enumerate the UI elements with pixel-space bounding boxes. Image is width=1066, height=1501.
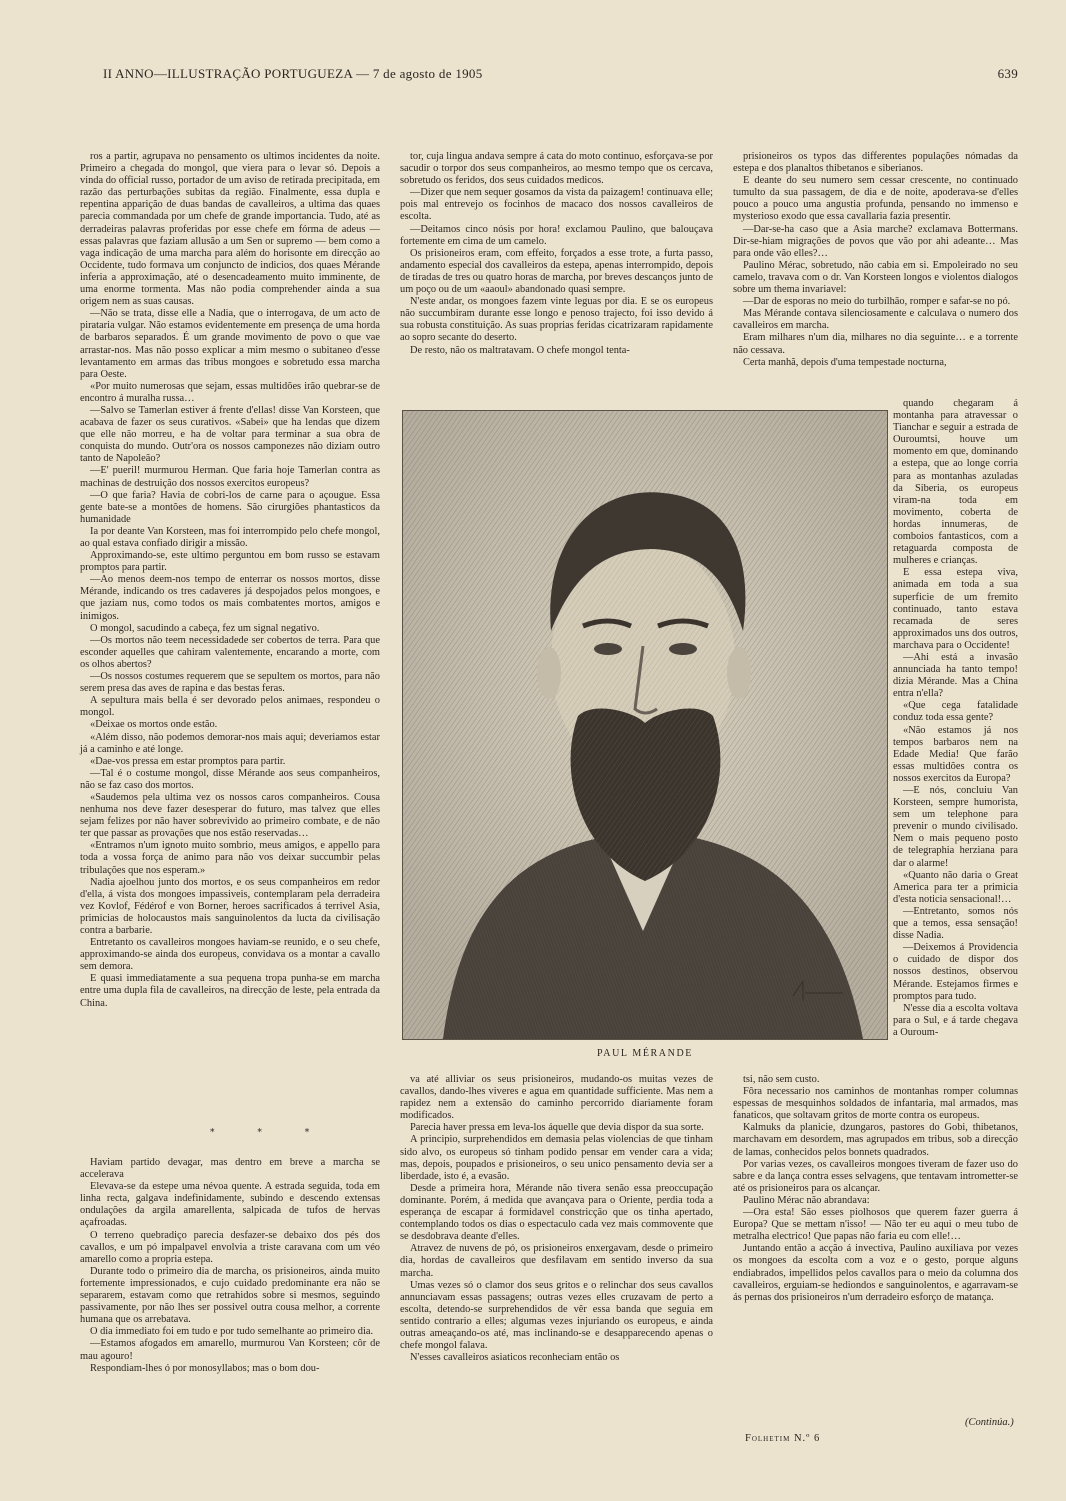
paragraph: tor, cuja lingua andava sempre á cata do moto continuo, esforçava-se por sacudir o torpor dos seus companheiros, ao mesmo tempo que os cercava, sobretudo os feridos, dos seus cuidados medicos.: [400, 151, 713, 187]
paragraph: —Tal é o costume mongol, disse Mérande aos seus companheiros, não se faz caso dos mortos.: [80, 767, 380, 791]
paragraph: Mas Mérande contava silenciosamente e calculava o numero dos cavalleiros em marcha.: [733, 308, 1018, 332]
paragraph: —Ahi está a invasão annunciada ha tanto tempo! dizia Mérande. Mas a China entra n'ella?: [893, 651, 1018, 700]
paragraph: Durante todo o primeiro dia de marcha, os prisioneiros, ainda muito fortemente impressionados, e cujo cuidado predominante era não se separarem, estavam como que retrahidos sobre si mesmos, seguindo passivamente, por não lhes ser possivel outra cousa melhor, a corrente humana que os arrebatava.: [80, 1265, 380, 1326]
paragraph: Certa manhã, depois d'uma tempestade nocturna,: [743, 356, 947, 368]
paragraph: —Ora esta! São esses piolhosos que querem fazer guerra á Europa? Que se mettam n'isso! — Não ter eu aqui o meu tubo de metralha electrico! Que papas não faria eu com elle!…: [733, 1207, 1018, 1243]
paragraph: Approximando-se, este ultimo perguntou em bom russo se estavam promptos para partir.: [80, 550, 380, 574]
paragraph: —Entretanto, somos nós que a temos, essa sensação! disse Nadia.: [893, 905, 1018, 942]
column-3-top: [733, 151, 1018, 369]
paragraph: Eram milhares n'um dia, milhares no dia seguinte… e a torrente não cessava.: [733, 332, 1018, 356]
column-3-narrow: [893, 398, 1018, 1039]
portrait-engraving: [402, 410, 888, 1040]
paragraph: «Saudemos pela ultima vez os nossos caros companheiros. Cousa nenhuma nos deve fazer desesperar do futuro, mas talvez que elles sejam felizes por não haver sobrevivido ao primeiro combate, e de não ter que passar as provações que nos estão reservadas…: [80, 791, 380, 840]
column-2-top: [400, 151, 713, 357]
paragraph: N'esses cavalleiros asiaticos reconheciam então os: [410, 1352, 620, 1364]
running-title: II ANNO—ILLUSTRAÇÃO PORTUGUEZA — 7 de agosto de 1905: [103, 66, 483, 81]
paragraph: —Os nossos costumes requerem que se sepultem os mortos, para não serem presa das aves de rapina e das bestas feras.: [80, 671, 380, 695]
paragraph: —E nós, concluiu Van Korsteen, sempre humorista, sem um telephone para prevenir o mundo civilisado. Nem o mais pequeno posto de telegraphia herziana para dar o alarme!: [893, 785, 1018, 869]
paragraph: Haviam partido devagar, mas dentro em breve a marcha se accelerava: [80, 1157, 380, 1181]
paragraph: Os prisioneiros eram, com effeito, forçados a esse trote, a furta passo, andamento especial dos cavalleiros da estepa, apenas interrompido, depois de tiradas de tres ou quatro horas de marcha, por breves descanços junto de um poço ou de um «aaoul» abandonado quasi sempre.: [400, 247, 713, 296]
paragraph: «Que cega fatalidade conduz toda essa gente?: [893, 700, 1018, 724]
paragraph: Paulino Mérac não abrandava:: [743, 1194, 870, 1206]
paragraph: —Dizer que nem sequer gosamos da vista da paizagem! continuava elle; pois mal entrevejo os focinhos de macaco dos nossos cavalleiros de escolta.: [400, 187, 713, 223]
paragraph: «Não estamos já nos tempos barbaros nem na Edade Media! Que farão essas multidões contra os nossos exercitos da Europa?: [893, 724, 1018, 784]
portrait-caption: PAUL MÉRANDE: [597, 1048, 693, 1059]
section-divider: * * *: [210, 1128, 330, 1138]
running-header: [103, 66, 1018, 84]
paragraph: O terreno quebradiço parecia desfazer-se debaixo dos pés dos cavallos, e um pó impalpavel envolvia a triste caravana com um véo amarello como a propria estepa.: [80, 1229, 380, 1265]
paragraph: quando chegaram á montanha para atravessar o Tianchar e seguir a estrada de Ouroumtsi, houve um momento em que, dominando a estepa, que ao longe corria para as montanhas azuladas da Siberia, os europeus viram-na toda em movimento, coberta de hordas innumeras, de comboios fantasticos, com a retaguarda composta de mulheres e crianças.: [893, 398, 1018, 567]
portrait-illustration: [403, 411, 887, 1039]
paragraph: A principio, surprehendidos em demasia pelas violencias de que tinham sido alvo, os europeus só tinham podido pensar em vender cara a vida; mas, depois, poupados e prisioneiros, o seu unico pensamento devia ser a liberdade, isto é, a evasão.: [400, 1134, 713, 1182]
paragraph: Respondiam-lhes ó por monosyllabos; mas o bom dou-: [90, 1362, 320, 1374]
paragraph: «Por muito numerosas que sejam, essas multidões irão quebrar-se de encontro á muralha russa…: [80, 380, 380, 404]
paragraph: —Deixemos á Providencia o cuidado de dispor dos nossos destinos, observou Mérande. Estejamos firmes e promptos para tudo.: [893, 942, 1018, 1002]
paragraph: Nadia ajoelhou junto dos mortos, e os seus companheiros em redor d'ella, á vista dos mongoes impassiveis, contemplaram pela derradeira vez Kovlof, Fédérof e von Borner, heroes sacrificados á terrivel Asia, primicias de holocaustos mais sanguinolentos da lucta da civilisação contra a barbarie.: [80, 876, 380, 936]
paragraph: «Dae-vos pressa em estar promptos para partir.: [90, 755, 286, 767]
paragraph: O dia immediato foi em tudo e por tudo semelhante ao primeiro dia.: [90, 1326, 374, 1338]
folhetim-label: Folhetim N.º 6: [745, 1433, 821, 1444]
paragraph: N'este andar, os mongoes fazem vinte leguas por dia. E se os europeus não succumbiram durante esse longo e penoso trajecto, foi isso devido á sua robusta constituição. As suas proprias feridas cicatrizaram rapidamente ao sopro secante do deserto.: [400, 296, 713, 344]
column-1-bottom: [80, 1157, 380, 1375]
paragraph: —Deitamos cinco nósis por hora! exclamou Paulino, que balouçava fortemente em cima de um camelo.: [400, 223, 713, 247]
paragraph: va até alliviar os seus prisioneiros, mudando-os muitas vezes de cavallos, dando-lhes viveres e agua em quantidade sufficiente. Mas nem a rapidez nem a extensão do caminho percorrido diariamente foram modificados.: [400, 1074, 713, 1122]
paragraph: Desde a primeira hora, Mérande não tivera senão essa preoccupação dominante. Porém, á medida que avançava para o Oriente, perdia toda a esperança de escapar á formidavel constricção que os tinha apertado, contemplando todos os dias o espectaculo cada vez mais commovente que se desdobrava deante d'elles.: [400, 1182, 713, 1243]
paragraph: —Os mortos não teem necessidadede ser cobertos de terra. Para que esconder aquelles que cahiram valentemente, encarando a morte, com os olhos abertos?: [80, 634, 380, 670]
paragraph: prisioneiros os typos das differentes populações nómadas da estepa e dos planaltos thibetanos e siberianos.: [733, 151, 1018, 175]
paragraph: Juntando então a acção á invectiva, Paulino auxiliava por vezes os mongoes da escolta com a voz e o gesto, porque alguns endiabrados, impellidos pelos cavallos para o meio da columna dos cavalleiros, erguiam-se hediondos e sanguinolentos, e agarravam-se ás pernas dos prisioneiros n'um derradeiro esforço de matança.: [733, 1243, 1018, 1303]
continua-note: (Continúa.): [965, 1417, 1014, 1428]
paragraph: E essa estepa viva, animada em toda a sua superficie de um fremito continuado, tanto estava recamada de seres approximados uns dos outros, marchava para o Occidente!: [893, 567, 1018, 651]
column-3-bottom: [733, 1074, 1018, 1304]
paragraph: «Entramos n'um ignoto muito sombrio, meus amigos, e appello para toda a vossa força de animo para não vos deixar succumbir pelas tribulações que nos esperam.»: [80, 840, 380, 876]
paragraph: E deante do seu numero sem cessar crescente, no continuado tumulto da sua passagem, de dia e de noite, apoderava-se d'elles pouco a pouco uma angustia profunda, pensando no immenso e mysterioso exodo que essa cavallaria fazia presentir.: [733, 175, 1018, 223]
paragraph: De resto, não os maltratavam. O chefe mongol tenta-: [410, 344, 630, 356]
paragraph: —O que faria? Havia de cobri-los de carne para o açougue. Essa gente bate-se a montões de homens. São cirurgiões phantasticos da humanidade: [80, 489, 380, 525]
column-2-bottom: [400, 1074, 713, 1364]
paragraph: —Estamos afogados em amarello, murmurou Van Korsteen; côr de mau agouro!: [80, 1338, 380, 1362]
paragraph: —Dar-se-ha caso que a Asia marche? exclamava Bottermans. Dir-se-hiam migrações de povos que vão por ahi adeante… Mas para onde vão elles?…: [733, 223, 1018, 259]
paragraph: N'esse dia a escolta voltava para o Sul, e á tarde chegava a Ouroum-: [893, 1002, 1018, 1038]
paragraph: tsi, não sem custo.: [743, 1074, 820, 1085]
paragraph: O mongol, sacudindo a cabeça, fez um signal negativo.: [90, 622, 320, 634]
paragraph: Umas vezes só o clamor dos seus gritos e o relinchar dos seus cavallos annunciavam essas passagens; outras vezes elles cruzavam de perto a escolta, detendo-se surprehendidos de vêr essa banda que seguia em sentido contrario a elles; algumas vezes injuriando os europeus, e ainda outras ameaçando-os até, mas inclinando-se e desapparecendo apenas o chefe mongol falava.: [400, 1279, 713, 1352]
paragraph: —E' pueril! murmurou Herman. Que faria hoje Tamerlan contra as machinas de destruição dos nossos exercitos europeus?: [80, 465, 380, 489]
paragraph: —Dar de esporas no meio do turbilhão, romper e safar-se no pó.: [743, 296, 1011, 308]
paragraph: —Salvo se Tamerlan estiver á frente d'ellas! disse Van Korsteen, que acabava de fazer os seus curativos. «Sabei» que ha lendas que dizem que elle não morreu, e ha de voltar para terminar a sua obra de conquista do mundo. Outr'ora os nossos camponezes não diziam outro tanto de Napoleão?: [80, 404, 380, 465]
paragraph: —Não se trata, disse elle a Nadia, que o interrogava, de um acto de pirataria vulgar. Não estamos evidentemente em presença de uma horda de barbaros separados. É um grande movimento de povo o que vae arrastar-nos. Mas não posso explicar a mim mesmo o subitaneo d'esse levantamento em armas das tribus mongoes e sobretudo essa marcha para Oeste.: [80, 308, 380, 380]
paragraph: —Ao menos deem-nos tempo de enterrar os nossos mortos, disse Mérande, indicando os tres cadaveres já despojados pelos mongoes, e que jaziam nus, como todos os mais combatentes mortos, amigos e inimigos.: [80, 574, 380, 622]
paragraph: ros a partir, agrupava no pensamento os ultimos incidentes da noite. Primeiro a chegada do mongol, que viera para o levar só. Depois a vinda do official russo, portador de um aviso de retirada precipitada, em razão das perturbações subitas da região. Finalmente, essa dupla e repentina apparição de duas bandas de cavalleiros, a ultima das quaes parecia commandada por um chefe de grande importancia. Tudo, até as derradeiras palavras proferidas por esse chefe em fórma de adeus — essas palavras que faziam allusão a um Sen or supremo — bem como a vaga indicação de uma marcha para além do horisonte em direcção ao Occidente, tudo formava um conjuncto de indicios, dos quaes Mérande inferia a approximação, até o desencadeamento muito imminente, de uma enorme tormenta. Mas não podia comprehender ainda a sua origem nem as suas causas.: [80, 151, 380, 308]
paragraph: «Além disso, não podemos demorar-nos mais aqui; deveriamos estar já a caminho e até longe.: [80, 731, 380, 755]
paragraph: Entretanto os cavalleiros mongoes haviam-se reunido, e o seu chefe, approximando-se ainda dos europeus, convidava os a montar a cavallo sem demora.: [80, 937, 380, 973]
paragraph: «Deixae os mortos onde estão.: [90, 719, 218, 731]
paragraph: Parecia haver pressa em leva-los áquelle que devia dispor da sua sorte.: [410, 1122, 704, 1134]
paragraph: Ia por deante Van Korsteen, mas foi interrompido pelo chefe mongol, ao qual estava confiado dirigir a missão.: [80, 525, 380, 549]
paragraph: «Quanto não daria o Great America para ter a primicia d'esta noticia sensacional!…: [893, 869, 1018, 905]
paragraph: Paulino Mérac, sobretudo, não cabia em si. Empoleirado no seu camelo, travava com o dr. Van Korsteen longos e violentos dialogos sobre um thema invariavel:: [733, 259, 1018, 296]
paragraph: Atravez de nuvens de pó, os prisioneiros enxergavam, desde o primeiro dia, hordas de cavalleiros que desfilavam em sentido inverso da sua marcha.: [400, 1243, 713, 1279]
paragraph: Fôra necessario nos caminhos de montanhas romper columnas espessas de mesquinhos soldados de infantaria, mal armados, mas fanaticos, que soltavam gritos de morte contra os europeus.: [733, 1086, 1018, 1122]
paragraph: Por varias vezes, os cavalleiros mongoes tiveram de fazer uso do sabre e da lança contra esses selvagens, que tentavam intrometter-se até os prisioneiros para os alcançar.: [733, 1158, 1018, 1194]
paragraph: A sepultura mais bella é ser devorado pelos animaes, respondeu o mongol.: [80, 695, 380, 719]
paragraph: Kalmuks da planicie, dzungaros, pastores do Gobi, thibetanos, marchavam em desordem, mas agrupados em tribus, sob a direcção de lamas, conhecidos pelos bonnets quadrados.: [733, 1122, 1018, 1158]
paragraph: E quasi immediatamente a sua pequena tropa punha-se em marcha entre uma dupla fila de cavalleiros, na direcção de leste, pela entrada da China.: [80, 973, 380, 1009]
page-number: 639: [997, 66, 1018, 81]
paragraph: Elevava-se da estepe uma névoa quente. A estrada seguida, toda em linha recta, galgava indefinidamente, subindo e descendo extensas ondulações da argila amarellenta, salpicada de tufos de hervas açafroadas.: [80, 1181, 380, 1229]
